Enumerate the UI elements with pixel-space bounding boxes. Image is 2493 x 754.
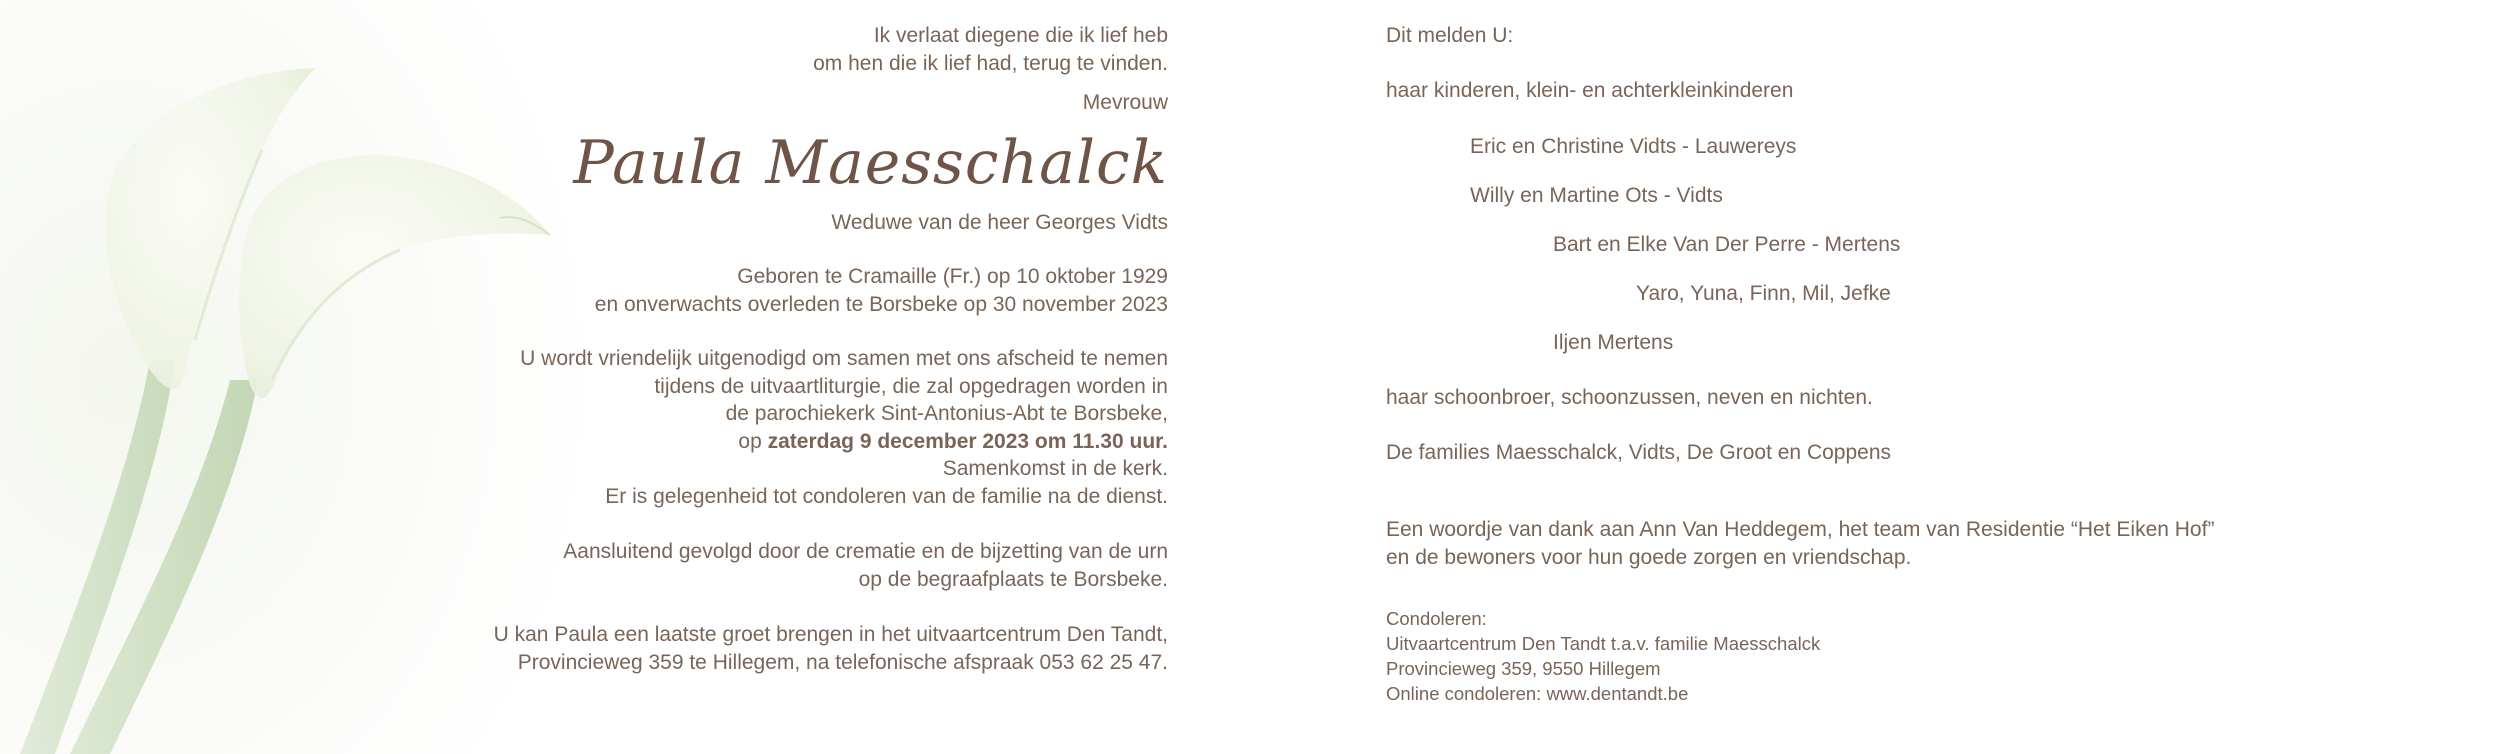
- family-line-3: Bart en Elke Van Der Perre - Mertens: [1553, 233, 1901, 256]
- family-line-5: Iljen Mertens: [1553, 331, 1674, 354]
- condolences-line-1: Uitvaartcentrum Den Tandt t.a.v. familie Maesschalck: [1386, 633, 1821, 654]
- announcement-left-column: [440, 22, 1168, 676]
- family-line-1: Eric en Christine Vidts - Lauwereys: [1470, 135, 1797, 158]
- birth-line-2: en onverwachts overleden te Borsbeke op 30 november 2023: [594, 292, 1168, 316]
- cremation-line-1: Aansluitend gevolgd door de crematie en de bijzetting van de urn: [563, 540, 1168, 563]
- thanks-line-2: en de bewoners voor hun goede zorgen en vriendschap.: [1386, 546, 1912, 569]
- invitation-line-2: tijdens de uitvaartliturgie, die zal opgedragen worden in: [654, 374, 1168, 398]
- invitation-line-4: [440, 428, 1168, 456]
- invitation-date-prefix: op: [738, 429, 768, 453]
- invitation-date: zaterdag 9 december 2023 om 11.30 uur.: [767, 429, 1168, 453]
- visit-line-1: U kan Paula een laatste groet brengen in het uitvaartcentrum Den Tandt,: [493, 623, 1168, 646]
- visit-line-2: Provincieweg 359 te Hillegem, na telefonische afspraak 053 62 25 47.: [517, 650, 1168, 674]
- condolences-line-2: Provincieweg 359, 9550 Hillegem: [1386, 658, 1661, 679]
- widow-of: Weduwe van de heer Georges Vidts: [831, 210, 1168, 234]
- invitation-line-5: Samenkomst in de kerk.: [942, 457, 1168, 480]
- invitation-line-3: de parochiekerk Sint-Antonius-Abt te Borsbeke,: [725, 402, 1168, 425]
- quote-line-1: Ik verlaat diegene die ik lief heb: [873, 24, 1168, 47]
- thanks-line-1: Een woordje van dank aan Ann Van Heddegem, het team van Residentie “Het Eiken Hof”: [1386, 518, 2215, 541]
- condolences-title: Condoleren:: [1386, 608, 1487, 629]
- children-intro: haar kinderen, klein- en achterkleinkinderen: [1386, 79, 1794, 102]
- deceased-name: Paula Maesschalck: [573, 127, 1168, 198]
- invitation-line-1: U wordt vriendelijk uitgenodigd om samen met ons afscheid te nemen: [520, 347, 1168, 370]
- condolences-line-3: Online condoleren: www.dentandt.be: [1386, 683, 1689, 704]
- cremation-line-2: op de begraafplaats te Borsbeke.: [858, 567, 1168, 591]
- salutation: Mevrouw: [1082, 91, 1168, 114]
- in-laws: haar schoonbroer, schoonzussen, neven en nichten.: [1386, 386, 1873, 409]
- families-line: De families Maesschalck, Vidts, De Groot en Coppens: [1386, 441, 1892, 464]
- family-line-2: Willy en Martine Ots - Vidts: [1470, 184, 1723, 207]
- birth-line-1: Geboren te Cramaille (Fr.) op 10 oktober 1929: [737, 265, 1168, 288]
- invitation-line-6: Er is gelegenheid tot condoleren van de familie na de dienst.: [605, 484, 1168, 508]
- quote-line-2: om hen die ik lief had, terug te vinden.: [813, 51, 1168, 75]
- announce-intro: Dit melden U:: [1386, 24, 1514, 47]
- family-line-4: Yaro, Yuna, Finn, Mil, Jefke: [1636, 282, 1891, 305]
